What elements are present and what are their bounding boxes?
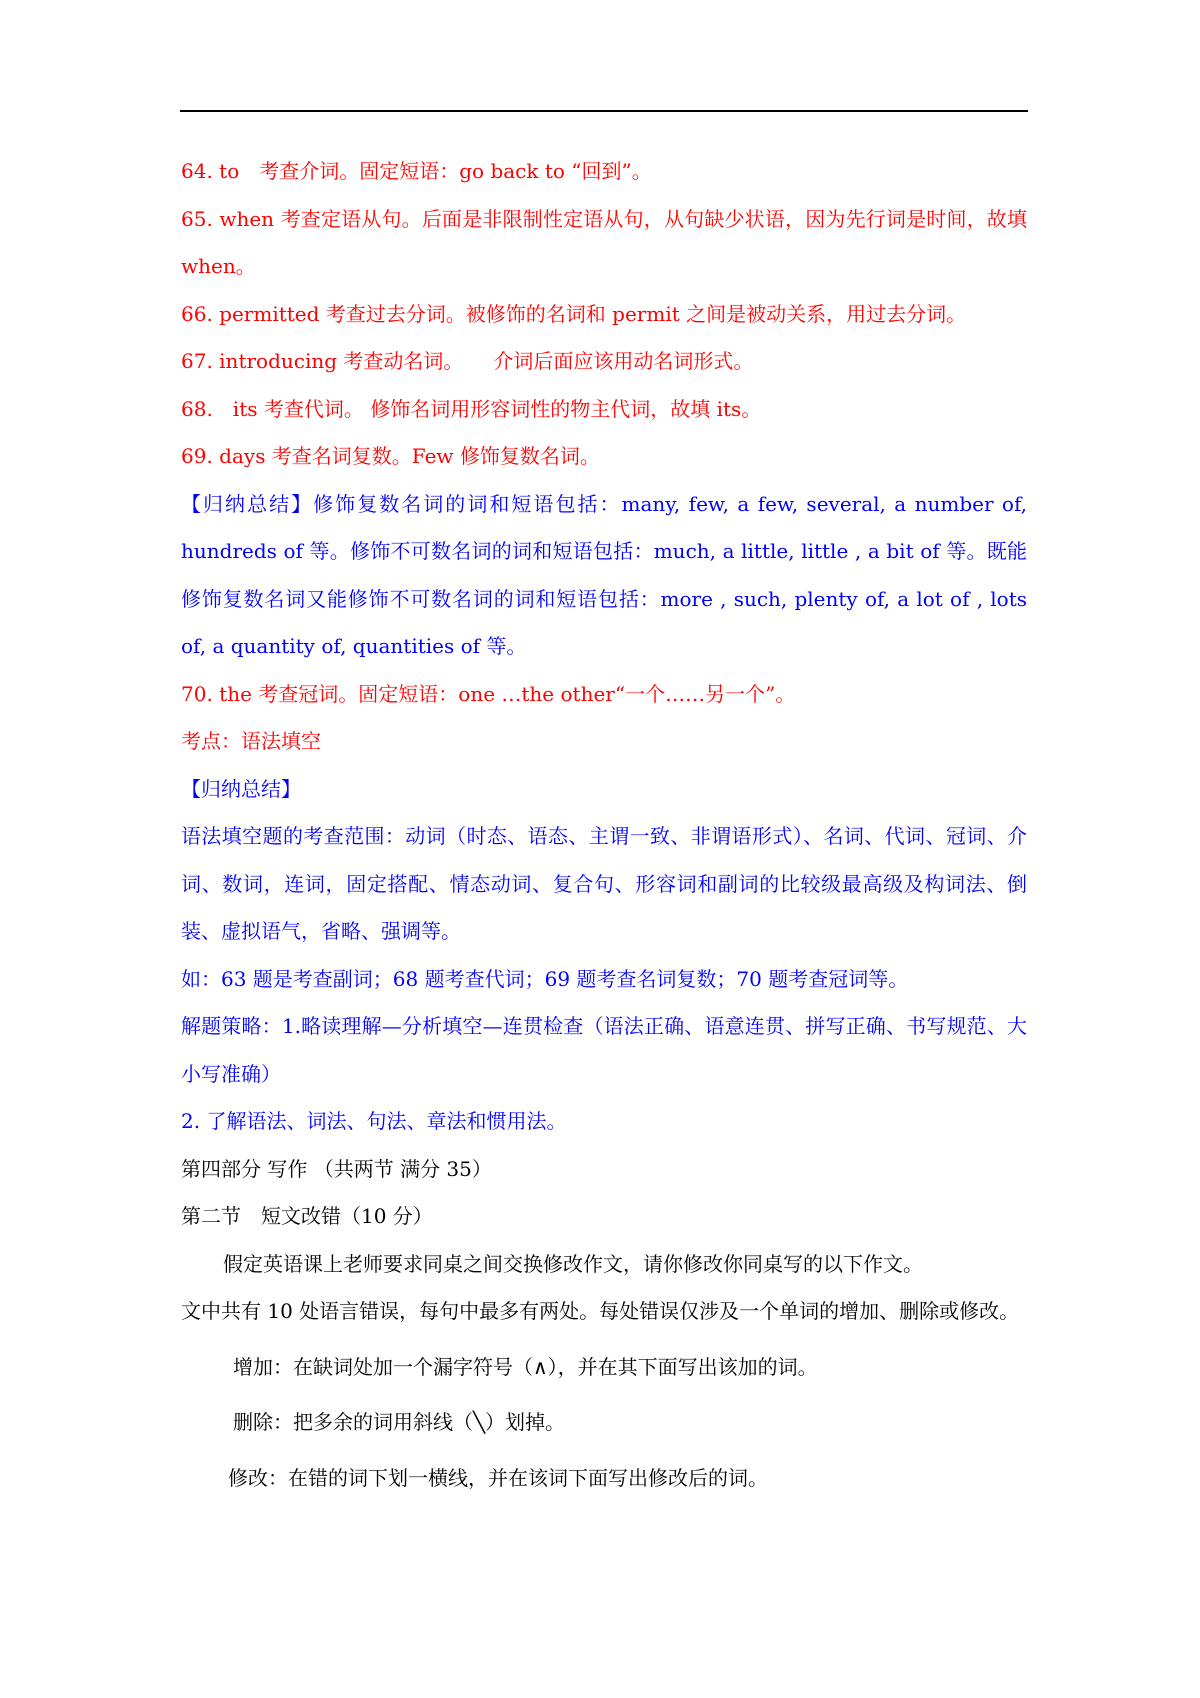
summary-tip: 2. 了解语法、词法、句法、章法和惯用法。 [181,1109,567,1133]
instructions-add: 增加：在缺词处加一个漏字符号（∧），并在其下面写出该加的词。 [233,1354,818,1379]
instructions-delete: 删除：把多余的词用斜线（╲）划掉。 [233,1410,566,1434]
answer-65: 65. when 考查定语从句。后面是非限制性定语从句，从句缺少状语，因为先行词是时间，故填 when。 [181,206,1027,278]
instructions-rule: 文中共有 10 处语言错误，每句中最多有两处。每处错误仅涉及一个单词的增加、删除或修改。 [181,1299,1020,1323]
summary-69: 【归纳总结】修饰复数名词的词和短语包括：many, few, a few, several, a number of, hundreds of 等。修饰不可数名词的词和短语包括：much, a little, little , a bit of 等。既能修饰复数名词又能修饰不可数名词的词和短语包括：more , such, plenty of, a lot of , lots of, a quantity of, quantities of 等。 [181,491,1027,658]
answer-67: 67. introducing 考查动名词。 介词后面应该用动名词形式。 [181,349,754,373]
part4-title: 第四部分 写作 （共两节 满分 35） [181,1156,492,1181]
header-rule [180,110,1028,112]
answer-68: 68. its 考查代词。 修饰名词用形容词性的物主代词，故填 its。 [181,396,762,421]
instructions-modify: 修改：在错的词下划一横线，并在该词下面写出修改后的词。 [228,1465,768,1490]
answer-66: 66. permitted 考查过去分词。被修饰的名词和 permit 之间是被动关系，用过去分词。 [181,301,967,326]
summary-strategy: 解题策略：1.略读理解—分析填空—连贯检查（语法正确、语意连贯、拼写正确、书写规范、大小写准确） [181,1014,1027,1086]
summary-scope: 语法填空题的考查范围：动词（时态、语态、主谓一致、非谓语形式）、名词、代词、冠词、介词、数词，连词，固定搭配、情态动词、复合句、形容词和副词的比较级最高级及构词法、倒装、虚拟语气，省略、强调等。 [181,824,1027,943]
summary-examples: 如：63 题是考查副词；68 题考查代词；69 题考查名词复数；70 题考查冠词等。 [181,966,909,991]
document-body [181,148,1027,1502]
answer-69: 69. days 考查名词复数。Few 修饰复数名词。 [181,444,600,468]
answer-70: 70. the 考查冠词。固定短语：one …the other“一个……另一个”。 [181,681,796,706]
answer-64: 64. to 考查介词。固定短语：go back to “回到”。 [181,159,652,183]
instructions-intro: 假定英语课上老师要求同桌之间交换修改作文，请你修改你同桌写的以下作文。 [223,1251,923,1276]
section2-title: 第二节 短文改错（10 分） [181,1204,433,1228]
exam-point: 考点：语法填空 [181,729,321,753]
summary-heading: 【归纳总结】 [181,776,301,801]
